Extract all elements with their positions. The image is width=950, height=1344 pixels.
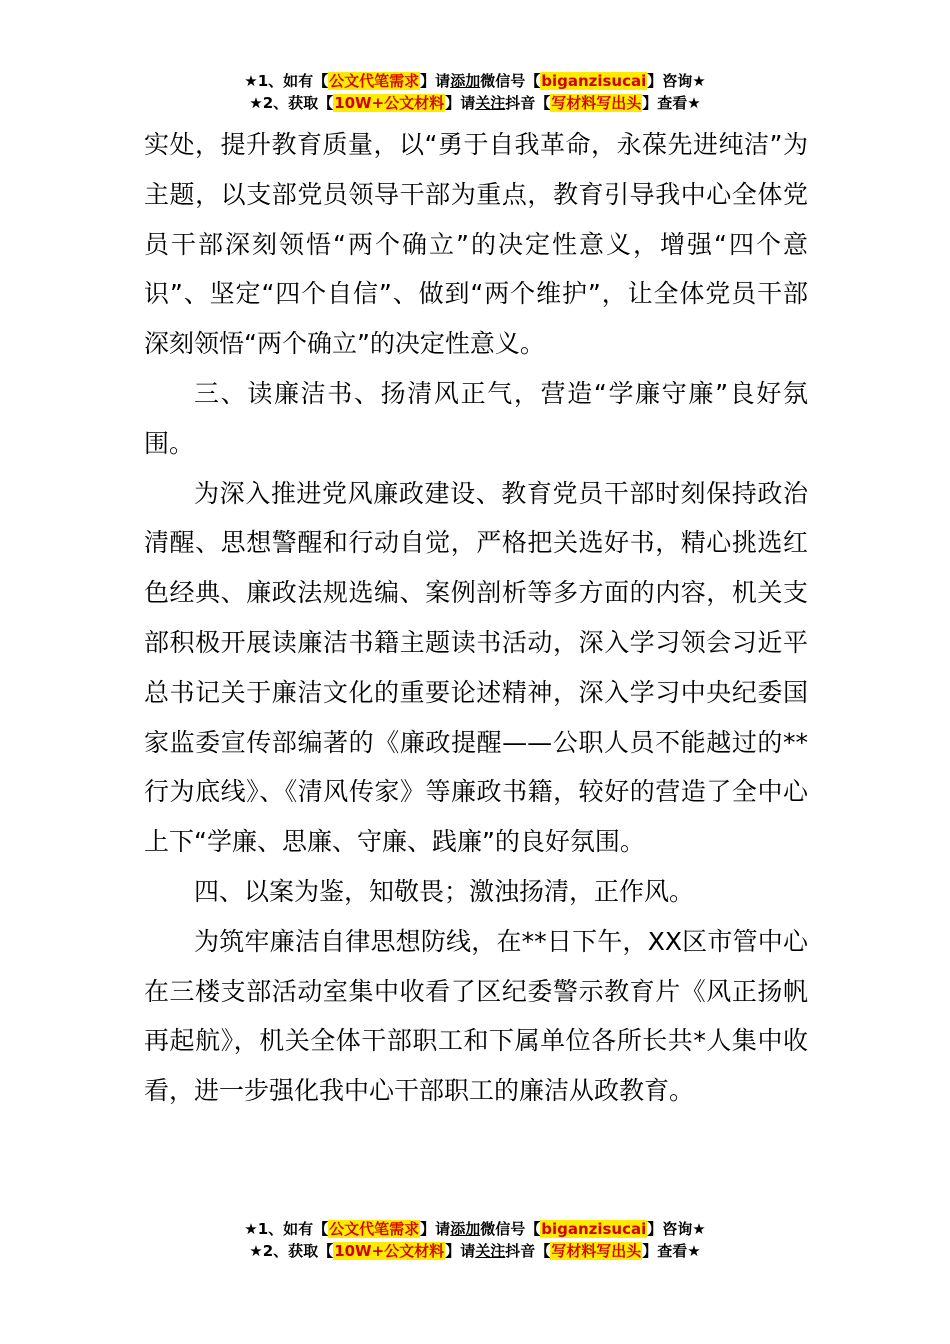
wechat-id-highlight: biganzisucai [541,72,647,90]
promo-banner-top [0,70,950,114]
promo-line-1-bottom: ★1、如有【公文代笔需求】请添加微信号【biganzisucai】咨询★ [244,1220,706,1238]
service-highlight: 公文代笔需求 [329,1220,420,1238]
promo-line-2-bottom: ★2、获取【10W+公文材料】请关注抖音【写材料写出头】查看★ [249,1242,701,1260]
paragraph-reading-activity: 为深入推进党风廉政建设、教育党员干部时刻保持政治清醒、思想警醒和行动自觉，严格把关选好书，精心挑选红色经典、廉政法规选编、案例剖析等多方面的内容，机关支部积极开展读廉洁书籍主题读书活动，深入学习领会习近平总书记关于廉洁文化的重要论述精神，深入学习中央纪委国家监委宣传部编著的《廉政提醒——公职人员不能越过的**行为底线》、《清风传家》等廉政书籍，较好的营造了全中心上下“学廉、思廉、守廉、践廉”的良好氛围。 [144,478,808,857]
service-highlight: 公文代笔需求 [329,72,420,90]
section-heading-4: 四、以案为鉴，知敬畏；激浊扬清，正作风。 [194,876,695,906]
paragraph-warning-education: 为筑牢廉洁自律思想防线，在**日下午，XX区市管中心在三楼支部活动室集中收看了区纪委警示教育片《风正扬帆再起航》，机关全体干部职工和下属单位各所长共*人集中收看，进一步强化我中心干部职工的廉洁从政教育。 [144,926,808,1106]
douyin-id-highlight: 写材料写出头 [551,1242,642,1260]
document-body [144,120,808,1116]
promo-line-2: ★2、获取【10W+公文材料】请关注抖音【写材料写出头】查看★ [249,94,701,112]
materials-highlight: 10W+公文材料 [334,1242,445,1260]
paragraph-continuation: 实处，提升教育质量，以“勇于自我革命，永葆先进纯洁”为主题，以支部党员领导干部为重点，教育引导我中心全体党员干部深刻领悟“两个确立”的决定性意义，增强“四个意识”、坚定“四个自信”、做到“两个维护”，让全体党员干部深刻领悟“两个确立”的决定性意义。 [144,130,808,359]
section-heading-3: 三、读廉洁书、扬清风正气，营造“学廉守廉”良好氛围。 [144,378,808,458]
douyin-id-highlight: 写材料写出头 [551,94,642,112]
materials-highlight: 10W+公文材料 [334,94,445,112]
wechat-id-highlight: biganzisucai [541,1220,647,1238]
promo-line-1: ★1、如有【公文代笔需求】请添加微信号【biganzisucai】咨询★ [244,72,706,90]
promo-banner-bottom [0,1218,950,1262]
